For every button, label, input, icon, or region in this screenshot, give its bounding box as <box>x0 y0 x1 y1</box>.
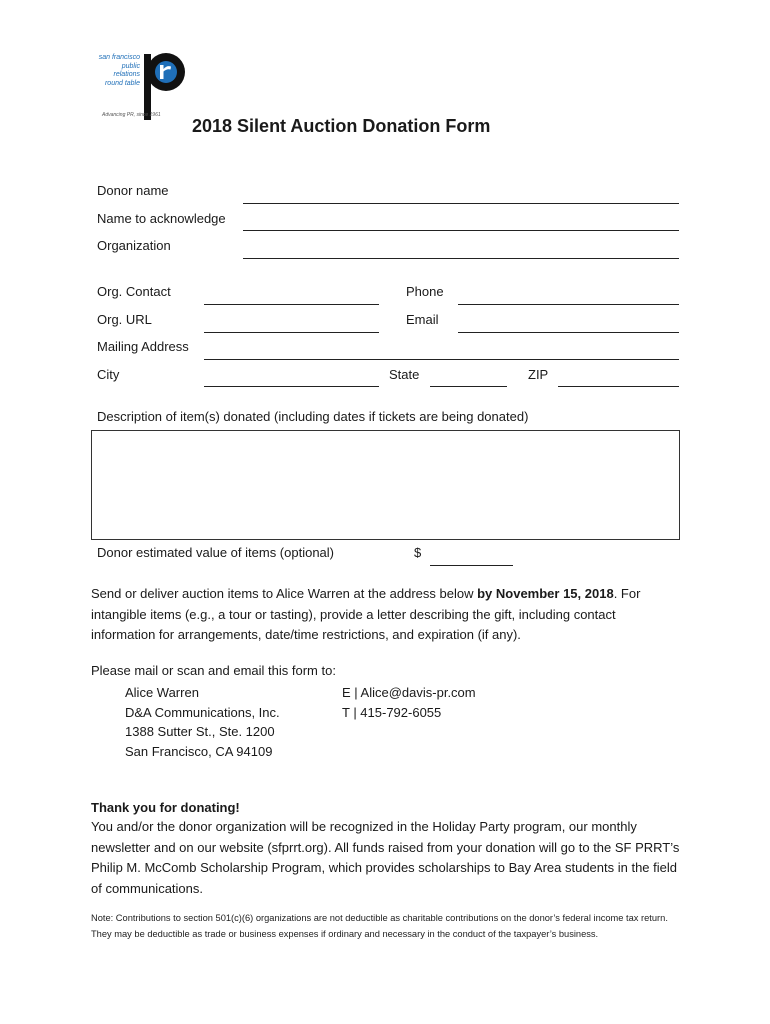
donor-name-label: Donor name <box>97 183 169 198</box>
mail-to-heading: Please mail or scan and email this form to: <box>91 663 336 678</box>
contact-email: E | Alice@davis-pr.com <box>342 685 476 700</box>
logo <box>90 50 190 122</box>
logo-wordmark <box>90 54 140 88</box>
mail-to-contact <box>342 683 476 722</box>
email-field[interactable] <box>458 332 679 333</box>
email-label: Email <box>406 312 439 327</box>
state-field[interactable] <box>430 386 507 387</box>
phone-label: Phone <box>406 284 444 299</box>
description-label: Description of item(s) donated (including dates if tickets are being donated) <box>97 409 529 424</box>
form-title: 2018 Silent Auction Donation Form <box>192 116 491 136</box>
deadline: by November 15, 2018 <box>477 586 614 601</box>
instructions-text: . For intangible items (e.g., a tour or tasting), provide a letter describing the gift, including contact information for arrangements, date/time restrictions, and expiration (if any). <box>91 586 641 642</box>
city-field[interactable] <box>204 386 379 387</box>
instructions-paragraph <box>91 584 681 646</box>
logo-line: round table <box>104 79 140 87</box>
thanks-body: You and/or the donor organization will be recognized in the Holiday Party program, our monthly newsletter and on our website (sfprrt.org). All funds raised from your donation will go to the SF PRRT’s Philip M. McComb Scholarship Program, which provides scholarships to Bay Area students in the field of communications. <box>91 819 680 896</box>
mail-to-address <box>125 683 280 761</box>
value-label: Donor estimated value of items (optional) <box>97 545 335 560</box>
donor-name-field[interactable] <box>243 203 679 204</box>
thanks-heading: Thank you for donating! <box>91 800 240 815</box>
contact-company: D&A Communications, Inc. <box>125 704 280 720</box>
logo-line: san francisco <box>98 54 140 61</box>
org-contact-field[interactable] <box>204 304 379 305</box>
zip-label: ZIP <box>528 367 549 382</box>
logo-tagline: Advancing PR, since 1961 <box>102 112 161 118</box>
org-url-label: Org. URL <box>97 312 152 327</box>
org-url-field[interactable] <box>204 332 379 333</box>
contact-name: Alice Warren <box>125 685 199 700</box>
contact-street: 1388 Sutter St., Ste. 1200 <box>125 724 275 739</box>
state-label: State <box>389 367 420 382</box>
description-textarea[interactable] <box>91 430 680 540</box>
logo-line: relations <box>113 71 140 78</box>
organization-field[interactable] <box>243 258 679 259</box>
contact-city: San Francisco, CA 94109 <box>125 743 273 759</box>
contact-phone: T | 415-792-6055 <box>342 704 442 720</box>
currency-symbol: $ <box>414 545 422 560</box>
zip-field[interactable] <box>558 386 679 387</box>
mailing-address-field[interactable] <box>204 359 679 360</box>
logo-line: public <box>121 62 140 70</box>
city-label: City <box>97 367 120 382</box>
mailing-address-label: Mailing Address <box>97 339 189 354</box>
tax-note: Note: Contributions to section 501(c)(6) organizations are not deductible as charitable contributions on the donor’s federal income tax return. They may be deductible as trade or business expenses if ordinary and necessary in the conduct of the taxpayer’s business. <box>91 913 668 939</box>
phone-field[interactable] <box>458 304 679 305</box>
acknowledge-label: Name to acknowledge <box>97 211 226 226</box>
instructions-text: Send or deliver auction items to Alice Warren at the address below <box>91 586 478 601</box>
value-field[interactable] <box>430 565 513 566</box>
acknowledge-field[interactable] <box>243 230 679 231</box>
organization-label: Organization <box>97 238 171 253</box>
org-contact-label: Org. Contact <box>97 284 171 299</box>
